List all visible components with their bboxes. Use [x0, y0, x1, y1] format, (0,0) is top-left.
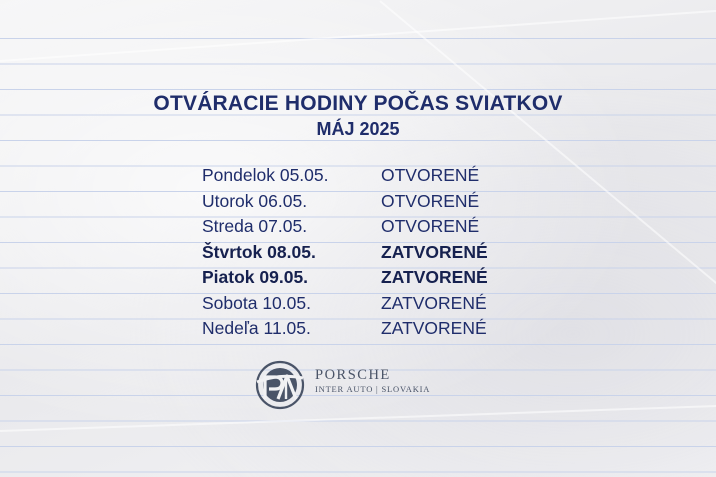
schedule-status: ZATVORENÉ	[381, 267, 488, 287]
page-title: OTVÁRACIE HODINY POČAS SVIATKOV	[153, 92, 563, 115]
schedule-status: OTVORENÉ	[381, 165, 480, 185]
schedule-day: Utorok 06.05.	[202, 190, 308, 211]
schedule-row	[202, 163, 522, 189]
schedule-day: Sobota 10.05.	[202, 292, 311, 313]
schedule-row	[202, 291, 522, 317]
schedule-row	[202, 265, 522, 291]
schedule-status: ZATVORENÉ	[381, 292, 487, 313]
schedule-status: ZATVORENÉ	[381, 318, 487, 338]
paper-crease	[0, 7, 716, 62]
schedule-day: Štvrtok 08.05.	[202, 241, 316, 262]
schedule-row	[202, 316, 522, 342]
pia-emblem-icon	[254, 359, 306, 411]
schedule-status: OTVORENÉ	[381, 216, 480, 236]
page-subtitle: MÁJ 2025	[316, 119, 400, 139]
schedule-row	[202, 189, 522, 215]
schedule-row	[202, 214, 522, 240]
schedule-status: ZATVORENÉ	[381, 241, 488, 262]
porsche-inter-auto-logo	[254, 359, 454, 411]
holiday-schedule	[202, 163, 522, 342]
logo-subtitle-text: INTER AUTO | SLOVAKIA	[315, 384, 431, 394]
schedule-day: Piatok 09.05.	[202, 267, 309, 287]
schedule-day: Pondelok 05.05.	[202, 165, 329, 185]
schedule-day: Nedeľa 11.05.	[202, 318, 311, 338]
schedule-day: Streda 07.05.	[202, 216, 308, 236]
logo-brand-text: PORSCHE	[315, 367, 391, 383]
schedule-row	[202, 240, 522, 266]
schedule-status: OTVORENÉ	[381, 190, 480, 211]
